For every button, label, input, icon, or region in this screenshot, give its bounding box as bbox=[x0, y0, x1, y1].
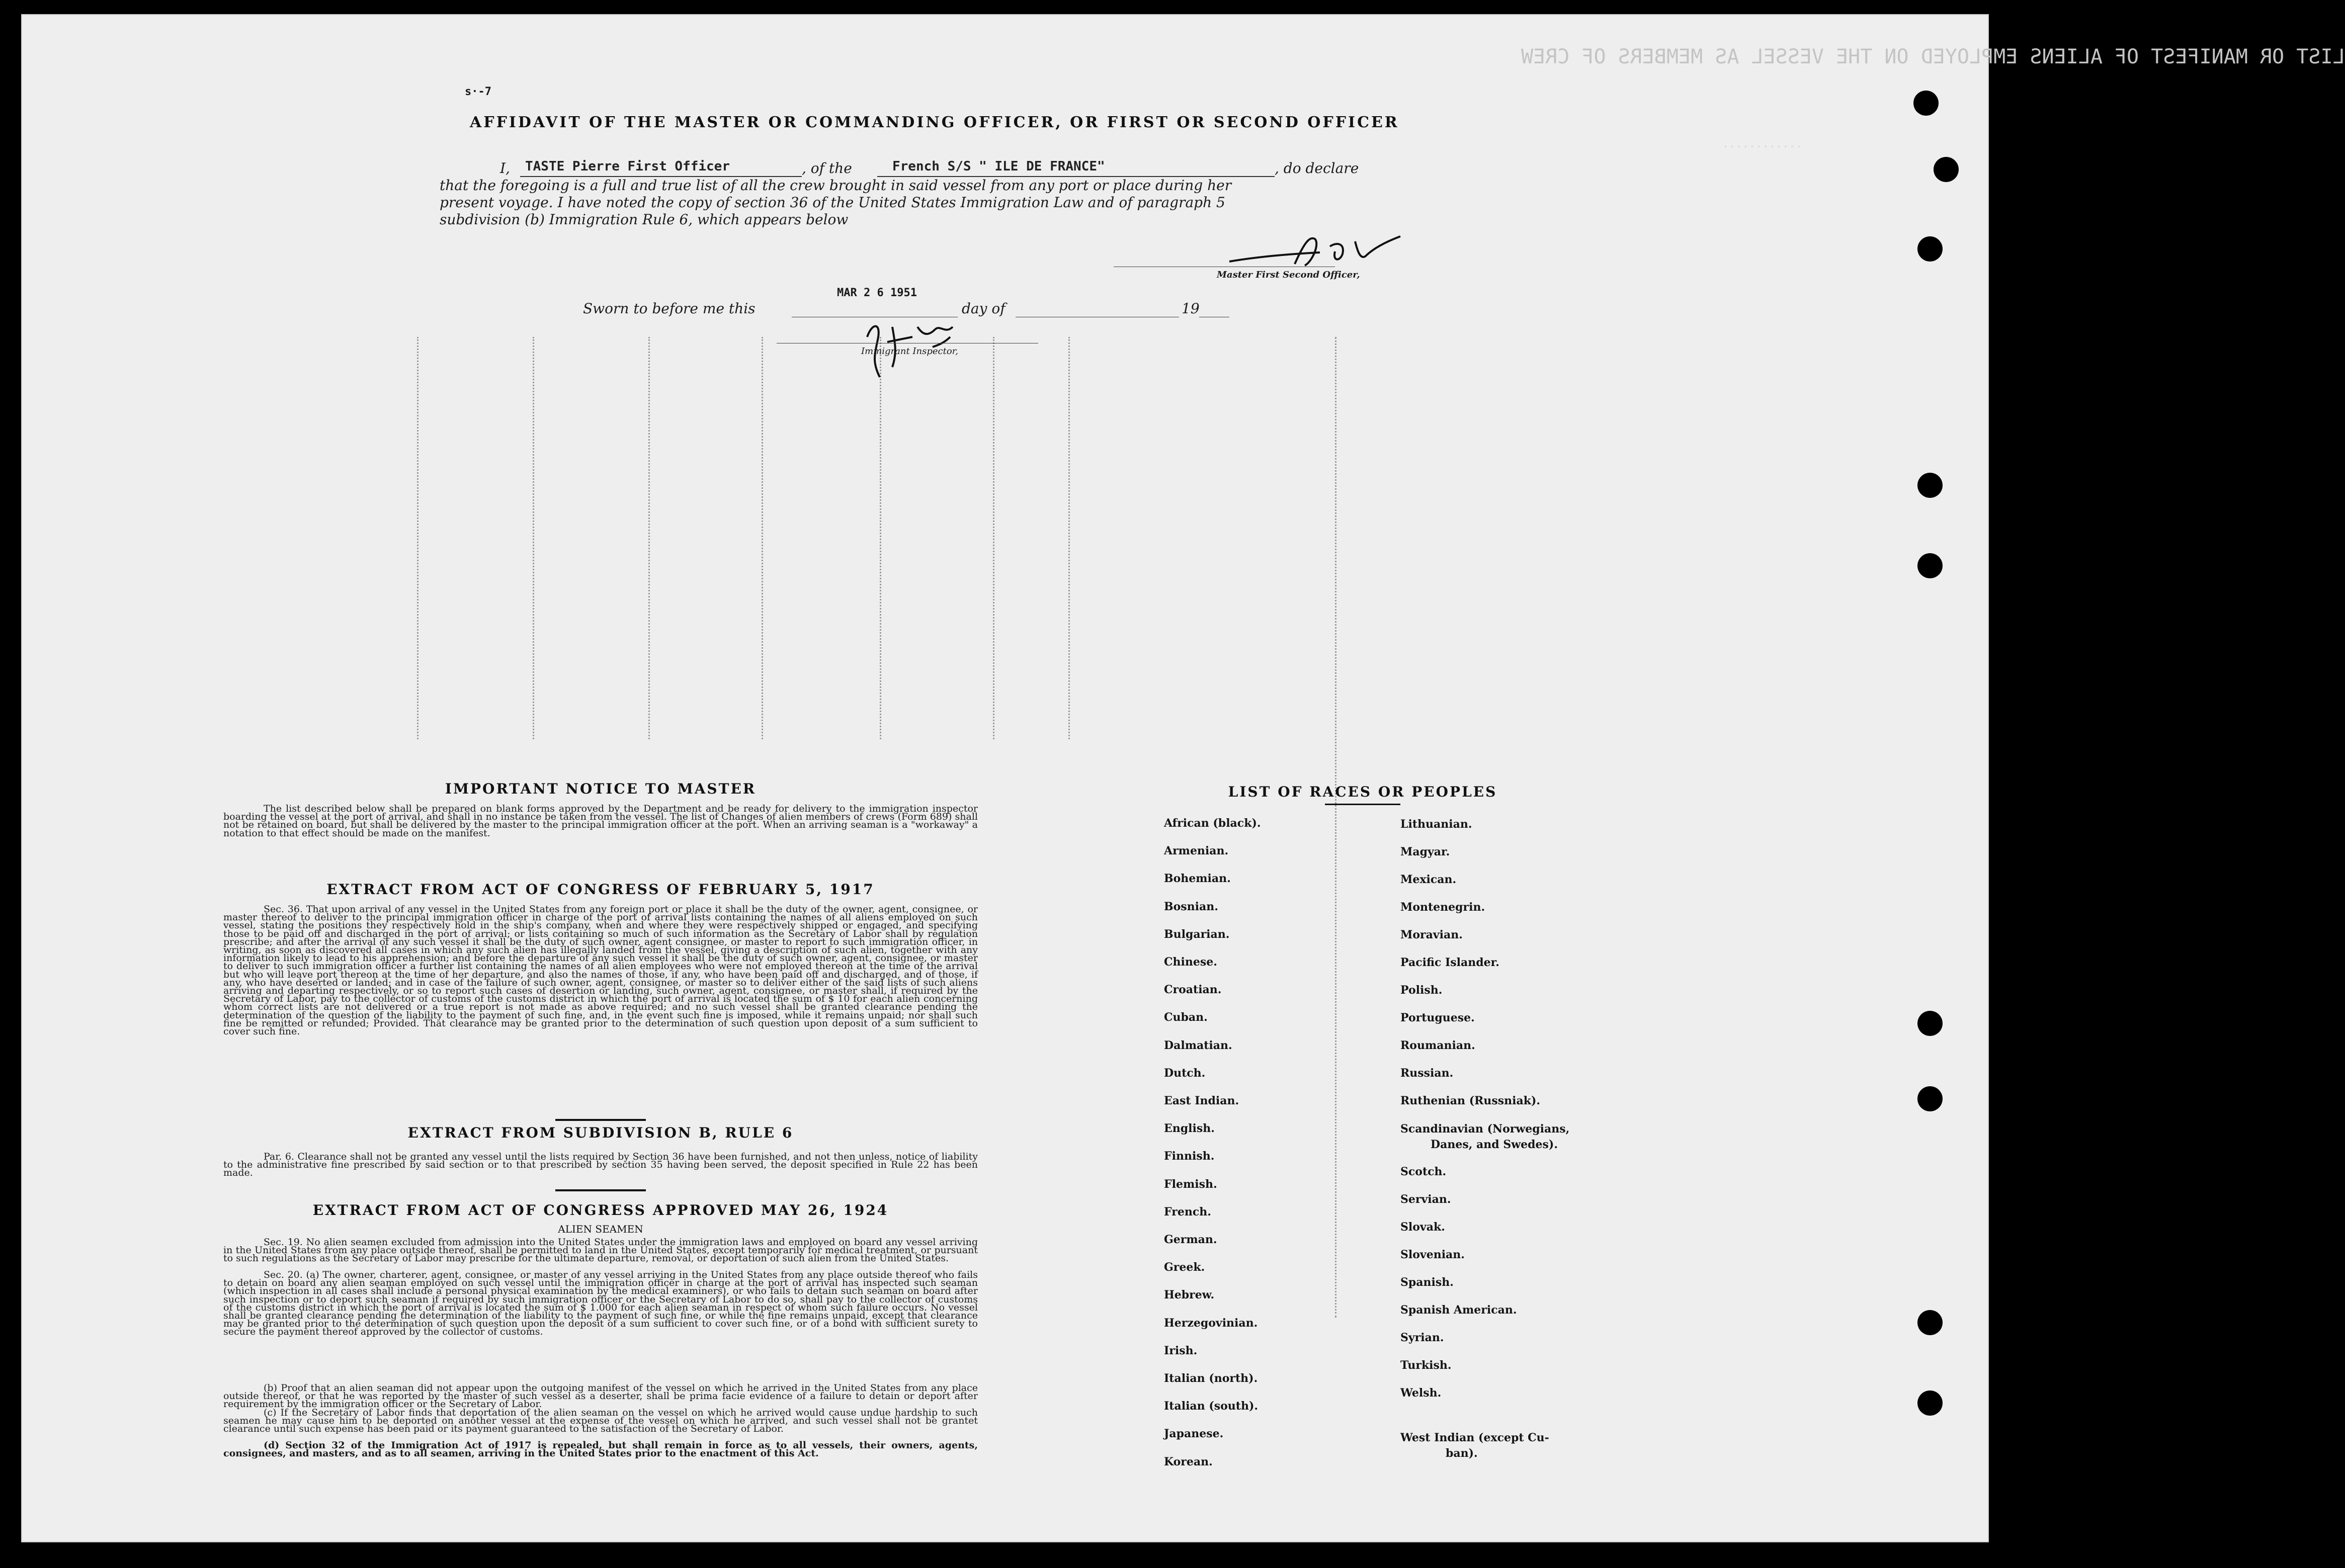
notice-body: The list described below shall be prepared on blank forms approved by the Department and be ready for delivery to the immigration inspector boarding the vessel at the port of arrival, and shall in no instance be taken from the vessel. The list of Changes of alien members of crews (Form 689) shall not be retained on board, but shall be delivered by the master to the principal immigration officer at the port. When an arriving seaman is a "workaway" a notation to that effect should be made on the manifest. bbox=[223, 803, 978, 839]
race-item: Mexican. bbox=[1400, 873, 1457, 886]
inspector-signature bbox=[857, 307, 968, 382]
race-item: Slovenian. bbox=[1400, 1248, 1465, 1261]
race-item: Bohemian. bbox=[1164, 872, 1231, 886]
inspector-label: Immigrant Inspector, bbox=[861, 346, 959, 357]
race-item: Servian. bbox=[1400, 1193, 1451, 1206]
race-item: Bulgarian. bbox=[1164, 927, 1230, 941]
race-item: Roumanian. bbox=[1400, 1039, 1475, 1052]
year-prefix: 19 bbox=[1182, 300, 1200, 317]
extract-1917-body: Sec. 36. That upon arrival of any vessel in the United States from any foreign port or place it shall be the duty of the owner, agent, consignee, or master thereof to deliver to the principal immigration officer in charge of the port of arrival lists containing the names of all aliens employed on such vessel, stating the positions they respectively hold in the ship's company, when and where they were respectively shipped or engaged, and specifying those to be paid off and discharged in the port of arrival; or lists containing so much of such information as the Secretary of Labor shall by regulation prescribe; and after the arrival of any such vessel it shall be the duty of such owner, agent consignee, or master to report to such immigration officer, in writing, as soon as discovered all cases in which any such alien has illegally landed from the vessel, giving a description of such alien, together with any information likely to lead to his apprehension; and before the departure of any such vessel it shall be the duty of such owner, agent, consignee, or master to deliver to such immigration officer a further list containing the names of all alien employees who were not employed thereon at the time of the arrival but who will leave port thereon at the time of her departure, and also the names of those, if any, who have been paid off and discharged, and of those, if any, who have deserted or landed; and in case of the failure of such owner, agent, consignee, or master so to deliver either of the said lists of such aliens arriving and departing respectively, or so to report such cases of desertion or landing, such owner, agent, consignee, or master shall, if required by the Secretary of Labor, pay to the collector of customs of the customs district in which the port of arrival is located the sum of $ 10 for each alien concerning whom correct lists are not delivered or a true report is not made as above required; and no such vessel shall be granted clearance pending the determination of the question of the liability to the payment of such fine, and, in the event such fine is imposed, while it remains unpaid; nor shall such fine be remitted or refunded; Provided. That clearance may be granted prior to the determination of such question upon deposit of a sum sufficient to cover such fine. bbox=[223, 904, 978, 1037]
affidavit-do-declare: , do declare bbox=[1275, 160, 1359, 177]
affidavit-line-3: present voyage. I have noted the copy of section 36 of the United States Immigration Law and of paragraph 5 bbox=[440, 194, 1225, 211]
race-item: Japanese. bbox=[1164, 1427, 1224, 1441]
race-item: Greek. bbox=[1164, 1261, 1205, 1274]
race-item: Finnish. bbox=[1164, 1150, 1215, 1163]
column-guide bbox=[1335, 337, 1336, 1318]
extract-1924-heading: EXTRACT FROM ACT OF CONGRESS APPROVED MAY 26, 1924 bbox=[312, 1202, 889, 1218]
race-item: German. bbox=[1164, 1233, 1217, 1246]
race-item: Turkish. bbox=[1400, 1359, 1452, 1372]
race-item: French. bbox=[1164, 1205, 1211, 1218]
punch-hole bbox=[1917, 1310, 1943, 1335]
officer-name-field: TASTE Pierre First Officer bbox=[525, 159, 730, 174]
column-guide bbox=[648, 337, 650, 739]
affidavit-heading: AFFIDAVIT OF THE MASTER OR COMMANDING OFFICER, OR FIRST OR SECOND OFFICER bbox=[470, 114, 1399, 131]
punch-hole bbox=[1917, 1086, 1943, 1111]
race-item: Moravian. bbox=[1400, 928, 1463, 941]
races-heading-rule bbox=[1325, 804, 1400, 805]
column-guide bbox=[1068, 337, 1070, 739]
race-item: Syrian. bbox=[1400, 1331, 1444, 1344]
punch-hole bbox=[1917, 1011, 1943, 1036]
race-item: Welsh. bbox=[1400, 1386, 1442, 1400]
race-scandinavian-cont: Danes, and Swedes). bbox=[1431, 1138, 1558, 1151]
date-stamp: MAR 2 6 1951 bbox=[837, 287, 917, 299]
race-item: Dutch. bbox=[1164, 1066, 1206, 1080]
affidavit-i: I, bbox=[500, 160, 510, 177]
race-item: Hebrew. bbox=[1164, 1288, 1215, 1302]
punch-hole bbox=[1934, 157, 1959, 182]
sec-20b-text: (b) Proof that an alien seaman did not appear upon the outgoing manifest of the vessel on which he arrived in the United States from any place outside thereof, or that he was reported by the master of such vessel as a deserter, shall be prima facie evidence of a failure to detain or deport after requirement by the immigration officer or the Secretary of Labor. bbox=[223, 1382, 978, 1410]
extract-1917-heading: EXTRACT FROM ACT OF CONGRESS OF FEBRUARY 5, 1917 bbox=[326, 881, 875, 898]
race-item: Korean. bbox=[1164, 1455, 1213, 1468]
race-item: Irish. bbox=[1164, 1344, 1198, 1357]
column-guide bbox=[417, 337, 418, 739]
race-item: Croatian. bbox=[1164, 983, 1222, 997]
subdivision-body: Par. 6. Clearance shall not be granted any vessel until the lists required by Section 36 have been furnished, and not then unless, notice of liability to the administrative fine prescribed by said section or to that prescribed by section 35 having been served, the deposit specified in Rule 22 has been made. bbox=[223, 1151, 978, 1179]
punch-hole bbox=[1917, 236, 1943, 262]
race-item: Italian (south). bbox=[1164, 1400, 1259, 1413]
race-item: Chinese. bbox=[1164, 955, 1217, 969]
race-item: Russian. bbox=[1400, 1067, 1454, 1080]
manifest-sheet bbox=[21, 14, 2345, 1542]
affidavit-of-the: , of the bbox=[802, 160, 852, 177]
sec-20d-text: (d) Section 32 of the Immigration Act of 1917 is repealed, but shall remain in force as to all vessels, their owners, agents, consignees, and masters, and as to all seamen, arriving in the United States prior to the enactment of this Act. bbox=[223, 1440, 978, 1459]
sec-20a-text: Sec. 20. (a) The owner, charterer, agent, consignee, or master of any vessel arriving in the United States from any place outside thereof who fails to detain on board any alien seaman employed on such vessel until the immigration officer in charge at the port of arrival has inspected such seaman (which inspection in all cases shall include a personal physical examination by the medical examiners), or who fails to detain such seaman on board after such inspection or to deport such seaman if required by such immigration officer or the Secretary of Labor to do so, shall pay to the collector of customs of the customs district in which the port of arrival is located the sum of $ 1.000 for each alien seaman in respect of whom such failure occurs. No vessel shall be granted clearance pending the determination of the liability to the payment of such fine, or while the fine remains unpaid, except that clearance may be granted prior to the determination of such question upon the deposit of a sum sufficient to cover such fine, or of a bond with sufficient surety to secure the payment thereof approved by the collector of customs. bbox=[223, 1269, 978, 1338]
race-item: Magyar. bbox=[1400, 845, 1450, 858]
corner-mark: s·-7 bbox=[465, 85, 491, 98]
race-item: Lithuanian. bbox=[1400, 818, 1472, 831]
race-item: Italian (north). bbox=[1164, 1372, 1258, 1385]
race-item: Spanish American. bbox=[1400, 1303, 1517, 1317]
affidavit-line-4: subdivision (b) Immigration Rule 6, which appears below bbox=[440, 211, 849, 228]
race-item: Scandinavian (Norwegians, bbox=[1400, 1122, 1570, 1136]
sec-19-text: Sec. 19. No alien seamen excluded from admission into the United States under the immigration laws and employed on board any vessel arriving in the United States from any place outside thereof, shall be permitted to land in the United States, except temporarily for medical treatment, or pursuant to such regulations as the Secretary of Labor may prescribe for the ultimate departure, removal, or deportation of such alien from the United States. bbox=[223, 1237, 978, 1264]
section-rule bbox=[555, 1189, 646, 1191]
race-item: Cuban. bbox=[1164, 1011, 1208, 1024]
race-item: Pacific Islander. bbox=[1400, 956, 1499, 969]
notice-heading: IMPORTANT NOTICE TO MASTER bbox=[445, 780, 757, 797]
vessel-name-field: French S/S " ILE DE FRANCE" bbox=[892, 159, 1105, 174]
race-item: Polish. bbox=[1400, 984, 1443, 997]
punch-hole bbox=[1913, 91, 1939, 116]
race-item: Flemish. bbox=[1164, 1177, 1217, 1191]
bleed-through-header: LIST OR MANIFEST OF ALIENS EMPLOYED ON THE VESSEL AS MEMBERS OF CREW bbox=[1521, 45, 2345, 68]
punch-hole bbox=[1917, 1390, 1943, 1416]
alien-seamen-subheading: ALIEN SEAMEN bbox=[558, 1223, 643, 1235]
race-item: African (black). bbox=[1164, 817, 1261, 830]
race-item: Bosnian. bbox=[1164, 900, 1218, 913]
column-guide bbox=[762, 337, 763, 739]
race-item: East Indian. bbox=[1164, 1094, 1239, 1107]
column-guide bbox=[993, 337, 994, 739]
race-west-indian-cont: ban). bbox=[1446, 1447, 1478, 1460]
officer-title-label: Master First Second Officer, bbox=[1217, 270, 1360, 280]
races-heading: LIST OF RACES OR PEOPLES bbox=[1228, 783, 1497, 800]
punch-hole bbox=[1917, 473, 1943, 498]
sworn-prefix: Sworn to before me this bbox=[583, 300, 756, 317]
column-guide bbox=[880, 337, 881, 739]
sec-20c-text: (c) If the Secretary of Labor finds that deportation of the alien seaman on the vessel on which he arrived would cause undue hardship to such seamen he may cause him to be deported on another vessel at the expense of the vessel on which he arrived, and such vessel shall not be grantet clearance until such expense has been paid or its payment guaranteed to the satisfaction of the Secretary of Labor. bbox=[223, 1407, 978, 1435]
bleed-through-text: ············ bbox=[1722, 141, 1802, 153]
race-item: Portuguese. bbox=[1400, 1011, 1475, 1024]
race-item: Dalmatian. bbox=[1164, 1038, 1232, 1052]
race-item: Ruthenian (Russniak). bbox=[1400, 1094, 1541, 1107]
race-item: Montenegrin. bbox=[1400, 901, 1485, 914]
race-item: Scotch. bbox=[1400, 1165, 1447, 1178]
race-item: Armenian. bbox=[1164, 844, 1229, 858]
race-item: Spanish. bbox=[1400, 1276, 1454, 1289]
punch-hole bbox=[1917, 553, 1943, 578]
race-item: West Indian (except Cu- bbox=[1400, 1431, 1549, 1444]
affidavit-line-2: that the foregoing is a full and true list of all the crew brought in said vessel from any port or place during her bbox=[440, 177, 1232, 194]
section-rule bbox=[555, 1119, 646, 1121]
day-of-label: day of bbox=[962, 300, 1006, 317]
column-guide bbox=[533, 337, 534, 739]
officer-signature bbox=[1219, 226, 1410, 277]
subdivision-heading: EXTRACT FROM SUBDIVISION B, RULE 6 bbox=[407, 1124, 794, 1141]
race-item: Slovak. bbox=[1400, 1221, 1445, 1234]
race-item: Herzegovinian. bbox=[1164, 1316, 1258, 1330]
race-item: English. bbox=[1164, 1122, 1215, 1136]
